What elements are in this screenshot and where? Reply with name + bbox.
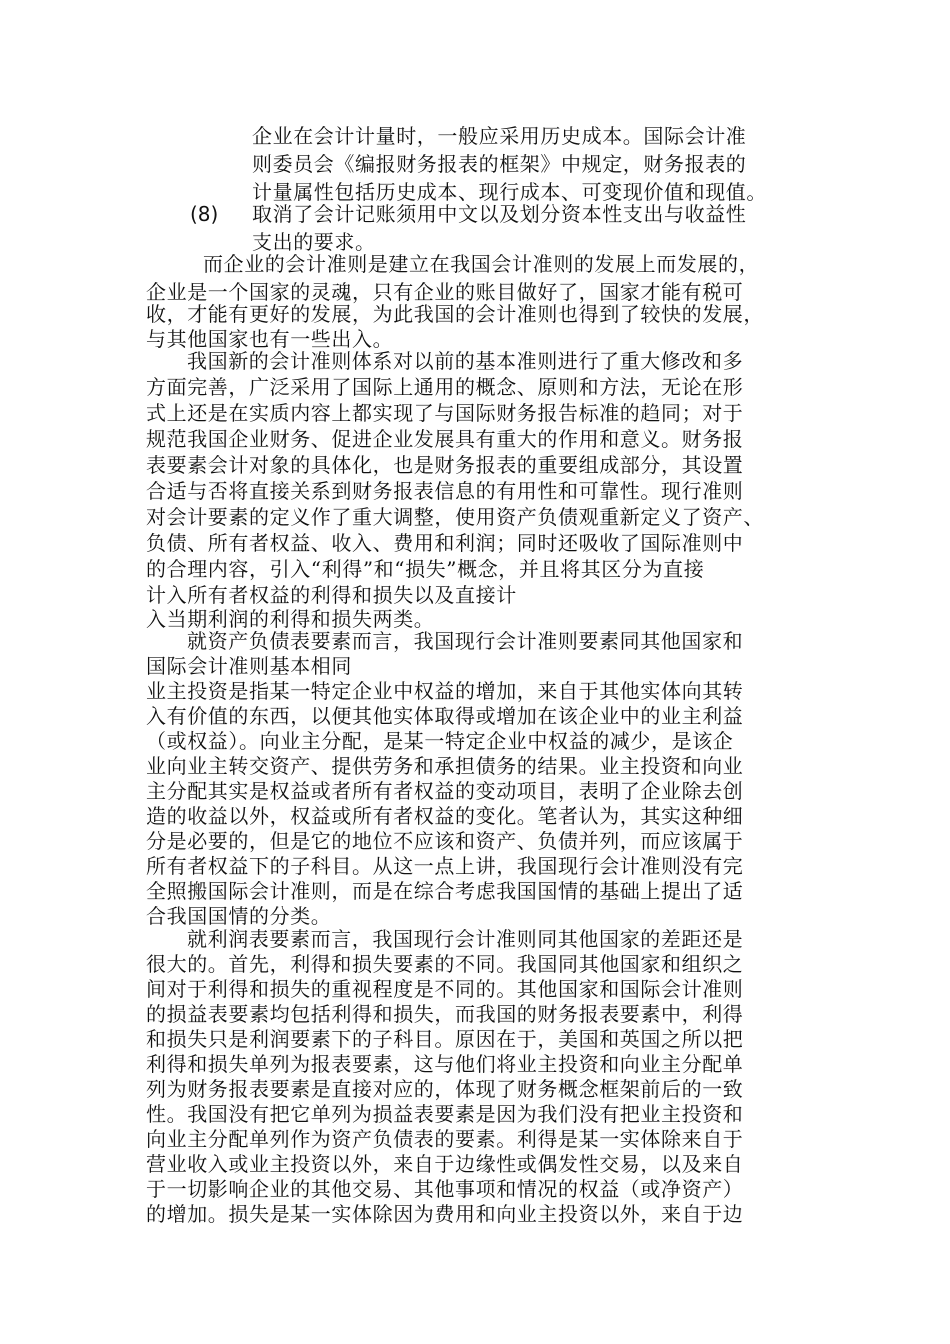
text-line: 规范我国企业财务、促进企业发展具有重大的作用和意义。财务报: [146, 427, 744, 451]
text-line: 间对于利得和损失的重视程度是不同的。其他国家和国际会计准则: [146, 977, 744, 1001]
text-line: 收，才能有更好的发展，为此我国的会计准则也得到了较快的发展，: [146, 302, 764, 326]
text-line: 所有者权益下的子科目。从这一点上讲，我国现行会计准则没有完: [146, 854, 744, 878]
list-number: (8): [190, 202, 219, 226]
text-line: 式上还是在实质内容上都实现了与国际财务报告标准的趋同；对于: [146, 401, 744, 425]
text-line: 就利润表要素而言，我国现行会计准则同其他国家的差距还是: [187, 927, 744, 951]
text-line: 业向业主转交资产、提供劳务和承担债务的结果。业主投资和向业: [146, 754, 744, 778]
text-line: 计入所有者权益的利得和损失以及直接计: [146, 583, 517, 607]
text-line: 取消了会计记账须用中文以及划分资本性支出与收益性: [252, 202, 747, 226]
text-line: 负债、所有者权益、收入、费用和利润；同时还吸收了国际准则中: [146, 531, 744, 555]
text-line: 国际会计准则基本相同: [146, 654, 352, 678]
text-line: 而企业的会计准则是建立在我国会计准则的发展上而发展的，: [203, 252, 760, 276]
text-line: 的合理内容，引入“利得”和“损失”概念，并且将其区分为直接: [146, 557, 705, 581]
text-line: 的损益表要素均包括利得和损失，而我国的财务报表要素中，利得: [146, 1002, 744, 1026]
text-line: 造的收益以外，权益或所有者权益的变化。笔者认为，其实这种细: [146, 804, 744, 828]
text-line: 则委员会《编报财务报表的框架》中规定，财务报表的: [252, 152, 747, 176]
text-line: 性。我国没有把它单列为损益表要素是因为我们没有把业主投资和: [146, 1102, 744, 1126]
text-line: 入当期利润的利得和损失两类。: [146, 607, 435, 631]
text-line: 入有价值的东西，以便其他实体取得或增加在该企业中的业主利益: [146, 704, 744, 728]
text-line: 列为财务报表要素是直接对应的，体现了财务概念框架前后的一致: [146, 1077, 744, 1101]
text-line: 全照搬国际会计准则，而是在综合考虑我国国情的基础上提出了适: [146, 879, 744, 903]
text-line: 支出的要求。: [252, 230, 376, 254]
text-line: 合我国国情的分类。: [146, 904, 332, 928]
text-line: 合适与否将直接关系到财务报表信息的有用性和可靠性。现行准则: [146, 479, 744, 503]
text-line: 很大的。首先，利得和损失要素的不同。我国同其他国家和组织之: [146, 952, 744, 976]
text-line: 利得和损失单列为报表要素，这与他们将业主投资和向业主分配单: [146, 1052, 744, 1076]
text-line: 就资产负债表要素而言，我国现行会计准则要素同其他国家和: [187, 629, 744, 653]
text-line: 业主投资是指某一特定企业中权益的增加，来自于其他实体向其转: [146, 679, 744, 703]
text-line: 与其他国家也有一些出入。: [146, 327, 394, 351]
text-line: 方面完善，广泛采用了国际上通用的概念、原则和方法，无论在形: [146, 375, 744, 399]
text-line: 企业在会计计量时，一般应采用历史成本。国际会计准: [252, 124, 747, 148]
text-line: 的增加。损失是某一实体除因为费用和向业主投资以外，来自于边: [146, 1202, 744, 1226]
text-line: 于一切影响企业的其他交易、其他事项和情况的权益（或净资产）: [146, 1177, 744, 1201]
text-line: 向业主分配单列作为资产负债表的要素。利得是某一实体除来自于: [146, 1127, 744, 1151]
text-line: 对会计要素的定义作了重大调整，使用资产负债观重新定义了资产、: [146, 505, 764, 529]
text-line: 和损失只是利润要素下的子科目。原因在于，美国和英国之所以把: [146, 1027, 744, 1051]
text-line: 我国新的会计准则体系对以前的基本准则进行了重大修改和多: [187, 349, 744, 373]
text-line: 营业收入或业主投资以外，来自于边缘性或偶发性交易，以及来自: [146, 1152, 744, 1176]
text-line: （或权益）。向业主分配，是某一特定企业中权益的减少，是该企: [146, 729, 734, 753]
text-line: 计量属性包括历史成本、现行成本、可变现价值和现值。: [252, 180, 767, 204]
text-line: 主分配其实是权益或者所有者权益的变动项目，表明了企业除去创: [146, 779, 744, 803]
text-line: 表要素会计对象的具体化，也是财务报表的重要组成部分，其设置: [146, 453, 744, 477]
text-line: 分是必要的，但是它的地位不应该和资产、负债并列，而应该属于: [146, 829, 744, 853]
text-line: 企业是一个国家的灵魂，只有企业的账目做好了，国家才能有税可: [146, 280, 744, 304]
